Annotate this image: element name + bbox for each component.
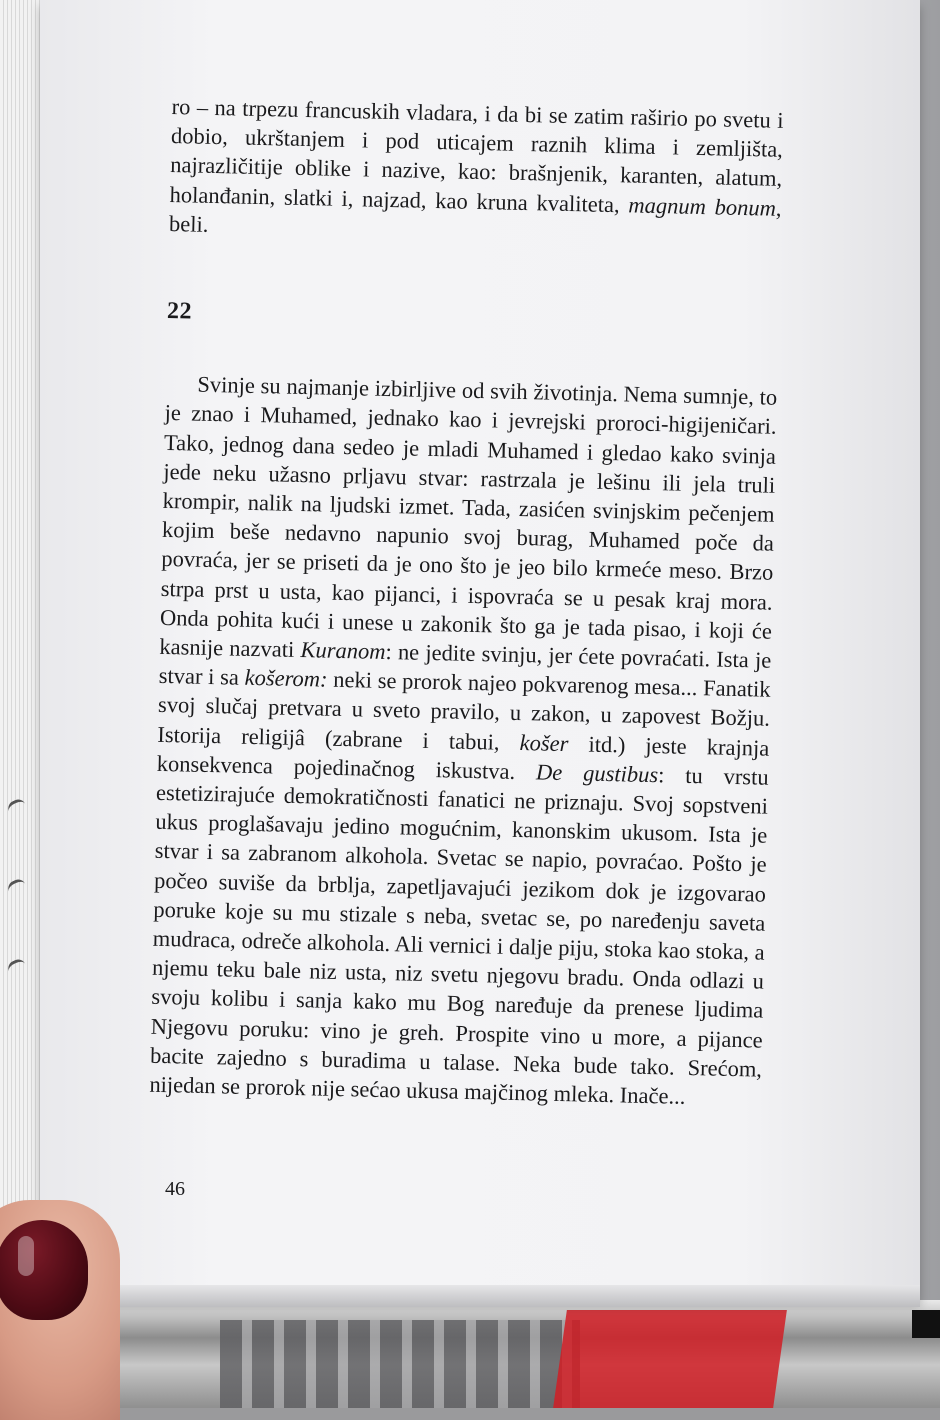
cover-print-dark <box>220 1320 580 1408</box>
cover-print-red <box>553 1310 787 1408</box>
intro-italic: magnum bonum <box>628 191 777 221</box>
page-number: 46 <box>165 1178 185 1200</box>
fingernail <box>0 1220 88 1320</box>
page-bottom-edge <box>60 1285 920 1307</box>
page-text <box>149 92 784 1113</box>
intro-paragraph: ro – na trpezu francuskih vladara, i da bi se zatim raširio po svetu i dobio, ukrštanjem i pod uticajem raznih klima i zemljišta, najrazličitije oblike i nazive, kao: brašnjenik, karanten, alatum, holanđanin, slatki i, najzad, kao kruna kvaliteta, magnum bonum, beli. <box>168 93 784 237</box>
black-tab <box>912 1310 940 1338</box>
body-paragraph: Svinje su najmanje izbirljive od svih životinja. Nema sumnje, to je znao i Muhamed, jednako kao i jevrejski proroci-higijeničari. Tako, jednog dana sedeo je mladi Muhamed i gledao kako svinja jede neku užasno prljavu stvar: rastrzala je lešinu ili jela truli krompir, nalik na ljudski izmet. Tada, zasićen svinjskim pečenjem kojim beše nedavno napunio svoj burag, Muhamed poče da povraća, jer se priseti da je ono što je jeo bilo krmeće meso. Brzo strpa prst u usta, kao pijanci, i ispovraća se u pesak kraj mora. Onda pohita kući i unese u zakonik što ga je tada pisao, i koji će kasnije nazvati Kuranom: ne jedite svinju, jer ćete povraćati. Ista je stvar i sa košerom: neki se prorok najeo pokvarenog mesa... Fanatik svoj slučaj pretvara u sveto pravilo, u zakon, u zapovest Božju. Istorija religijâ (zabrane i tabui, košer itd.) jeste krajnja konsekvenca pojedinačnog iskustva. De gustibus: tu vrstu estetizirajuće demokratičnosti fanatici ne priznaju. Svoj sopstveni ukus proglašavaju jedino mogućnim, kanonskim ukusom. Ista je stvar i sa zabranom alkohola. Svetac se napio, povraćao. Pošto je počeo suviše da brblja, zapetljavajući jezikom dok je izgovarao poruke koje su mu stizale s neba, svetac se, po naređenju saveta mudraca, odreče alkohola. Ali vernici i dalje piju, stoka kao stoka, a njemu teku bale niz usta, niz svetu njegovu bradu. Onda odlazi u svoju kolibu i sanja kako mu Bog naređuje da prenese ljudima Njegovu poruku: vino je greh. Prospite vino u more, a pijance bacite zajedno s buradima u talase. Neka bude tako. Srećom, nijedan se prorok nije sećao ukusa majčinog mleka. Inače... <box>149 371 778 1109</box>
chapter-number: 22 <box>166 297 193 325</box>
nail-highlight <box>18 1236 34 1276</box>
